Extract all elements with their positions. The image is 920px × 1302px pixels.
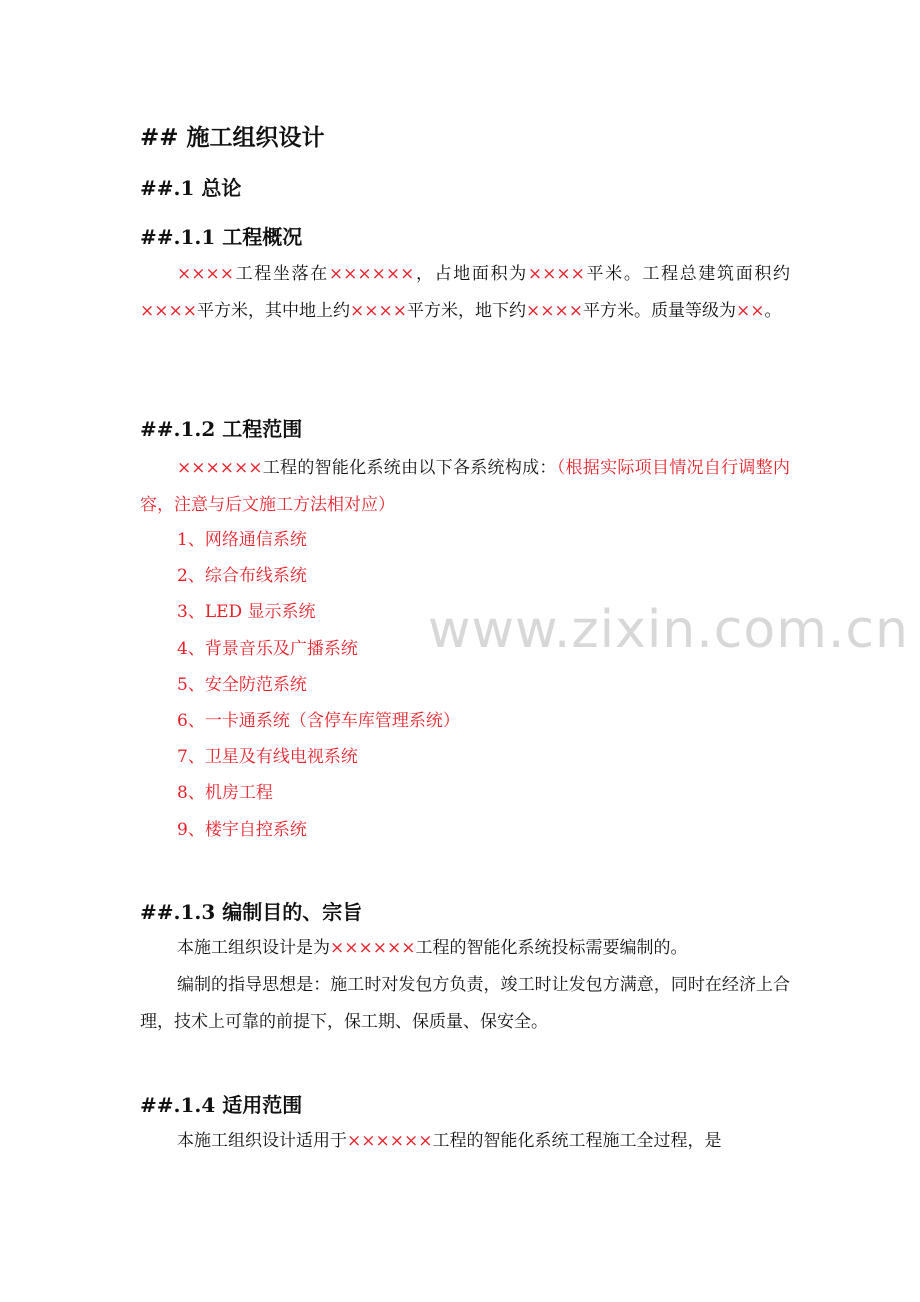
system-list-item: 6、一卡通系统（含停车库管理系统） [177, 711, 460, 732]
paragraph-text: 平方米，其中地上约 [196, 301, 350, 321]
system-list-item: 3、LED 显示系统 [177, 602, 316, 623]
placeholder-text: ×××× [349, 301, 407, 321]
purpose-paragraph-2: 编制的指导思想是：施工时对发包方负责，竣工时让发包方满意，同时在经济上合理，技术上可靠的前提下，保工期、保质量、保安全。 [140, 975, 790, 1032]
placeholder-text: ×× [735, 301, 765, 321]
system-list [177, 522, 460, 848]
editor-note: （根据实际项目情况自行调整内容，注意与后文施工方法相对应） [140, 458, 791, 515]
overview-paragraph [140, 256, 790, 330]
paragraph-text: 工程坐落在 [233, 264, 329, 284]
applicability-paragraph [140, 1123, 790, 1160]
paragraph-text: ，占地面积为 [414, 264, 528, 284]
chapter-heading-general: ##.1 总论 [140, 176, 242, 200]
paragraph-text: 工程的智能化系统工程施工全过程，是 [432, 1131, 722, 1151]
system-list-item: 1、网络通信系统 [177, 530, 307, 550]
paragraph-text: 平米。工程总建筑面积约 [584, 264, 791, 284]
placeholder-text: ×××××× [328, 264, 415, 284]
section-heading-purpose: ##.1.3 编制目的、宗旨 [140, 900, 363, 924]
system-list-item: 2、综合布线系统 [177, 566, 307, 587]
paragraph-text: 平方米。质量等级为 [582, 301, 736, 321]
section-heading-scope: ##.1.2 工程范围 [140, 417, 303, 441]
paragraph-text: 工程的智能化系统投标需要编制的。 [415, 938, 688, 958]
placeholder-text: ×××××× [177, 458, 263, 478]
placeholder-text: ×××× [140, 301, 197, 321]
purpose-paragraph-1 [140, 930, 790, 967]
system-list-item: 7、卫星及有线电视系统 [177, 747, 358, 768]
watermark: www.zixin.com.cn [428, 600, 909, 660]
system-list-item: 4、背景音乐及广播系统 [177, 638, 358, 659]
paragraph-text: 本施工组织设计是为 [177, 938, 330, 958]
section-heading-applicability: ##.1.4 适用范围 [140, 1093, 303, 1117]
paragraph-text: 工程的智能化系统由以下各系统构成： [262, 458, 557, 478]
placeholder-text: ×××××× [330, 938, 416, 958]
placeholder-text: ×××× [177, 264, 234, 284]
paragraph-text: 平方米，地下约 [406, 301, 526, 321]
placeholder-text: ×××××× [347, 1131, 433, 1151]
section-heading-overview: ##.1.1 工程概况 [140, 225, 303, 249]
paragraph-text: 。 [764, 301, 782, 321]
system-list-item: 5、安全防范系统 [177, 674, 307, 695]
system-list-item: 8、机房工程 [177, 783, 273, 804]
placeholder-text: ×××× [527, 264, 585, 284]
scope-intro-paragraph [140, 450, 790, 524]
paragraph-text: 本施工组织设计适用于 [177, 1131, 347, 1151]
system-list-item: 9、楼宇自控系统 [177, 819, 307, 840]
document-title: ## 施工组织设计 [140, 124, 325, 151]
placeholder-text: ×××× [525, 301, 583, 321]
